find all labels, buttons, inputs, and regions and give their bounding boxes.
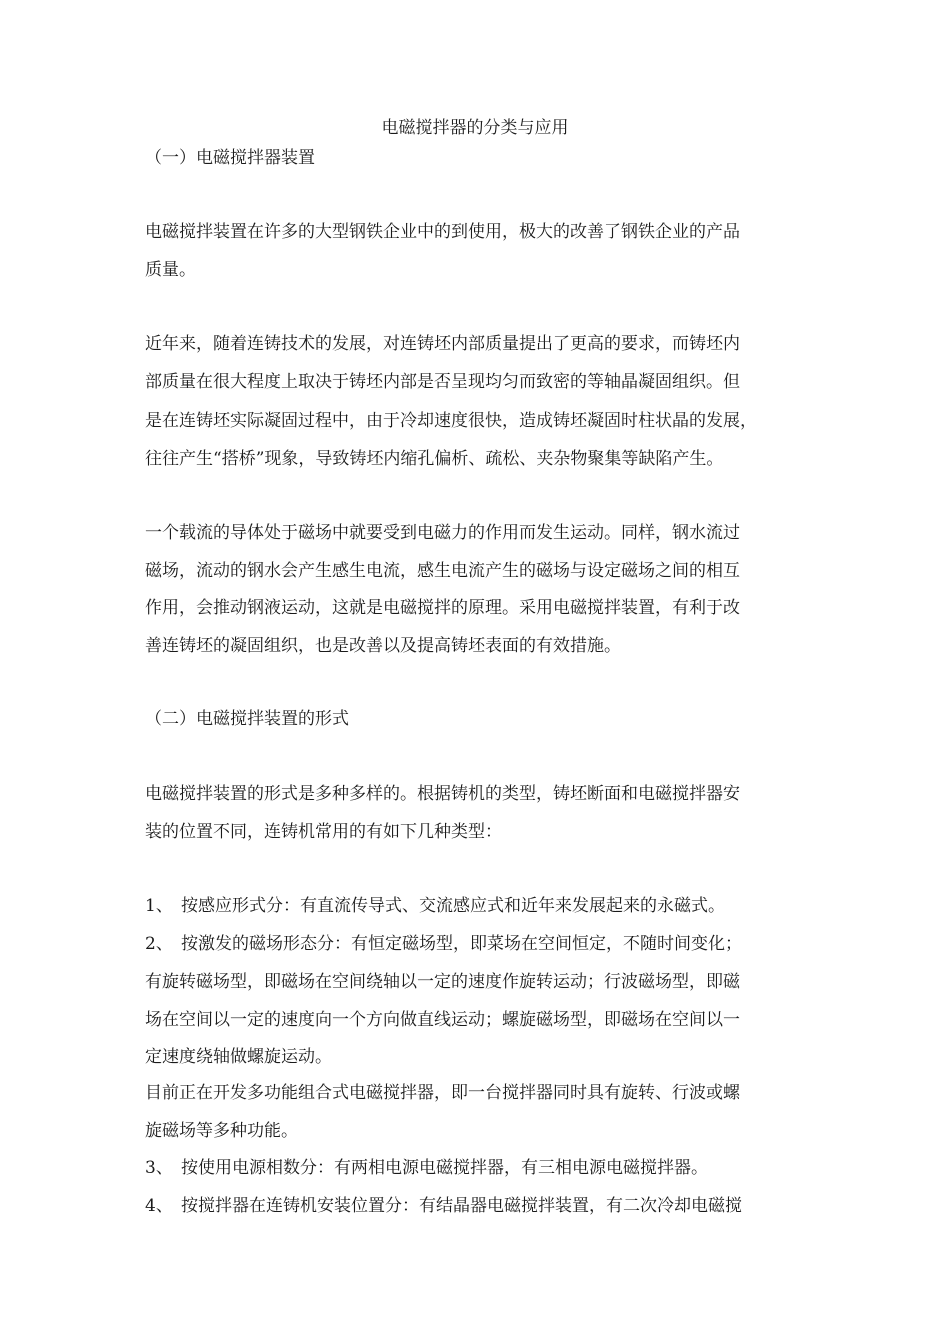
paragraph-5-line-2: 旋磁场等多种功能。 (145, 1121, 298, 1141)
list-item-4 (145, 1194, 742, 1218)
list-item-text: 按搅拌器在连铸机安装位置分：有结晶器电磁搅拌装置，有二次冷却电磁搅 (181, 1196, 742, 1216)
list-item-text: 按使用电源相数分：有两相电源电磁搅拌器，有三相电源电磁搅拌器。 (181, 1158, 708, 1178)
list-item-2 (145, 932, 742, 956)
list-item-number: 3、 (145, 1158, 173, 1178)
list-item-number: 4、 (145, 1196, 173, 1216)
list-item-3 (145, 1156, 708, 1180)
list-item-2-cont-line-1: 有旋转磁场型，即磁场在空间绕轴以一定的速度作旋转运动；行波磁场型，即磁 (145, 972, 740, 992)
list-item-text: 按感应形式分：有直流传导式、交流感应式和近年来发展起来的永磁式。 (181, 896, 725, 916)
list-item-1 (145, 894, 725, 918)
paragraph-4-line-2: 装的位置不同，连铸机常用的有如下几种类型： (145, 822, 502, 842)
paragraph-5-line-1: 目前正在开发多功能组合式电磁搅拌器，即一台搅拌器同时具有旋转、行波或螺 (145, 1083, 740, 1103)
paragraph-3-line-2: 磁场，流动的钢水会产生感生电流，感生电流产生的磁场与设定磁场之间的相互 (145, 561, 740, 581)
document-title: 电磁搅拌器的分类与应用 (381, 118, 569, 138)
paragraph-3-line-3: 作用，会推动钢液运动，这就是电磁搅拌的原理。采用电磁搅拌装置，有利于改 (145, 598, 740, 618)
paragraph-2-line-2: 部质量在很大程度上取决于铸坯内部是否呈现均匀而致密的等轴晶凝固组织。但 (145, 372, 740, 392)
paragraph-2-line-3: 是在连铸坯实际凝固过程中，由于冷却速度很快，造成铸坯凝固时柱状晶的发展， (145, 411, 757, 431)
section-heading-1: （一）电磁搅拌器装置 (145, 148, 315, 168)
list-item-2-cont-line-2: 场在空间以一定的速度向一个方向做直线运动；螺旋磁场型，即磁场在空间以一 (145, 1010, 740, 1030)
list-item-number: 2、 (145, 934, 173, 954)
list-item-text: 按激发的磁场形态分：有恒定磁场型，即菜场在空间恒定，不随时间变化； (181, 934, 742, 954)
list-item-number: 1、 (145, 896, 173, 916)
section-heading-2: （二）电磁搅拌装置的形式 (145, 709, 349, 729)
paragraph-1-line-2: 质量。 (145, 260, 196, 280)
paragraph-4-line-1: 电磁搅拌装置的形式是多种多样的。根据铸机的类型，铸坯断面和电磁搅拌器安 (145, 784, 740, 804)
paragraph-1-line-1: 电磁搅拌装置在许多的大型钢铁企业中的到使用，极大的改善了钢铁企业的产品 (145, 222, 740, 242)
paragraph-3-line-1: 一个载流的导体处于磁场中就要受到电磁力的作用而发生运动。同样，钢水流过 (145, 523, 740, 543)
paragraph-2-line-1: 近年来，随着连铸技术的发展，对连铸坯内部质量提出了更高的要求，而铸坯内 (145, 334, 740, 354)
list-item-2-cont-line-3: 定速度绕轴做螺旋运动。 (145, 1047, 332, 1067)
paragraph-2-line-4: 往往产生“搭桥”现象，导致铸坯内缩孔偏析、疏松、夹杂物聚集等缺陷产生。 (145, 449, 724, 469)
paragraph-3-line-4: 善连铸坯的凝固组织，也是改善以及提高铸坯表面的有效措施。 (145, 636, 621, 656)
